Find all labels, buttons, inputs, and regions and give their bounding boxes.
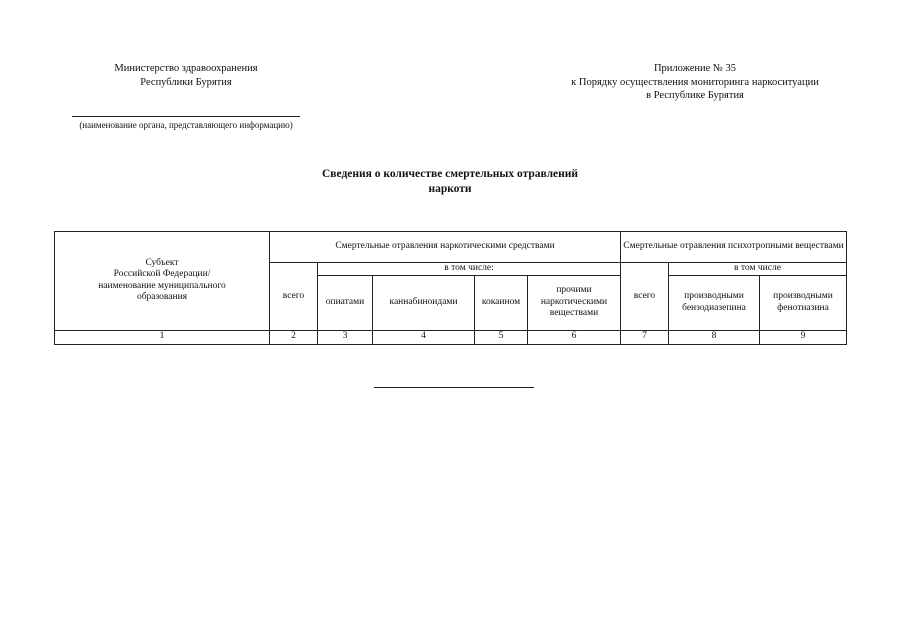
opiates-header: опиатами	[318, 275, 373, 330]
document-title	[250, 167, 650, 197]
organization-caption: (наименование органа, представляющего информацию)	[79, 120, 293, 130]
column-number-4: 4	[373, 330, 475, 344]
narcotics-total-header: всего	[270, 263, 318, 331]
appendix-reference: к Порядку осуществления мониторинга наркоситуации	[571, 76, 819, 88]
column-number-8: 8	[669, 330, 760, 344]
subject-header-line-1: Субъект	[145, 257, 179, 268]
ministry-name: Министерство здравоохранения	[114, 63, 258, 74]
column-number-7: 7	[621, 330, 669, 344]
title-line-2: наркоти	[428, 183, 472, 195]
psychotropics-including-header: в том числе	[669, 263, 847, 276]
narcotics-including-header: в том числе:	[318, 263, 621, 276]
subject-header	[55, 232, 270, 331]
bottom-divider-line	[374, 387, 534, 388]
appendix-region: в Республике Бурятия	[646, 90, 744, 101]
benzodiazepine-header: производными бензодиазепина	[669, 275, 760, 330]
title-line-1: Сведения о количестве смертельных отравлений	[321, 168, 578, 180]
psychotropics-total-header: всего	[621, 263, 669, 331]
column-number-3: 3	[318, 330, 373, 344]
subject-header-line-3: наименование муниципального	[98, 280, 226, 291]
appendix-block	[555, 62, 835, 103]
psychotropics-group-header: Смертельные отравления психотропными веществами	[621, 232, 847, 263]
subject-header-line-4: образования	[136, 292, 188, 303]
republic-name: Республики Бурятия	[140, 76, 232, 88]
cannabinoids-header: каннабиноидами	[373, 275, 475, 330]
poisoning-stats-table	[54, 231, 847, 345]
column-number-9: 9	[760, 330, 847, 344]
column-number-6: 6	[528, 330, 621, 344]
appendix-number: Приложение № 35	[653, 63, 737, 74]
subject-header-line-2: Российской Федерации/	[113, 269, 211, 280]
organization-signature-line	[72, 116, 300, 117]
column-number-5: 5	[475, 330, 528, 344]
phenothiazine-header: производными фенотиазина	[760, 275, 847, 330]
organization-block	[60, 62, 312, 89]
narcotics-group-header: Смертельные отравления наркотическими средствами	[270, 232, 621, 263]
column-number-2: 2	[270, 330, 318, 344]
other-narcotics-header: прочими наркотическими веществами	[528, 275, 621, 330]
column-number-1: 1	[55, 330, 270, 344]
cocaine-header: кокаином	[475, 275, 528, 330]
